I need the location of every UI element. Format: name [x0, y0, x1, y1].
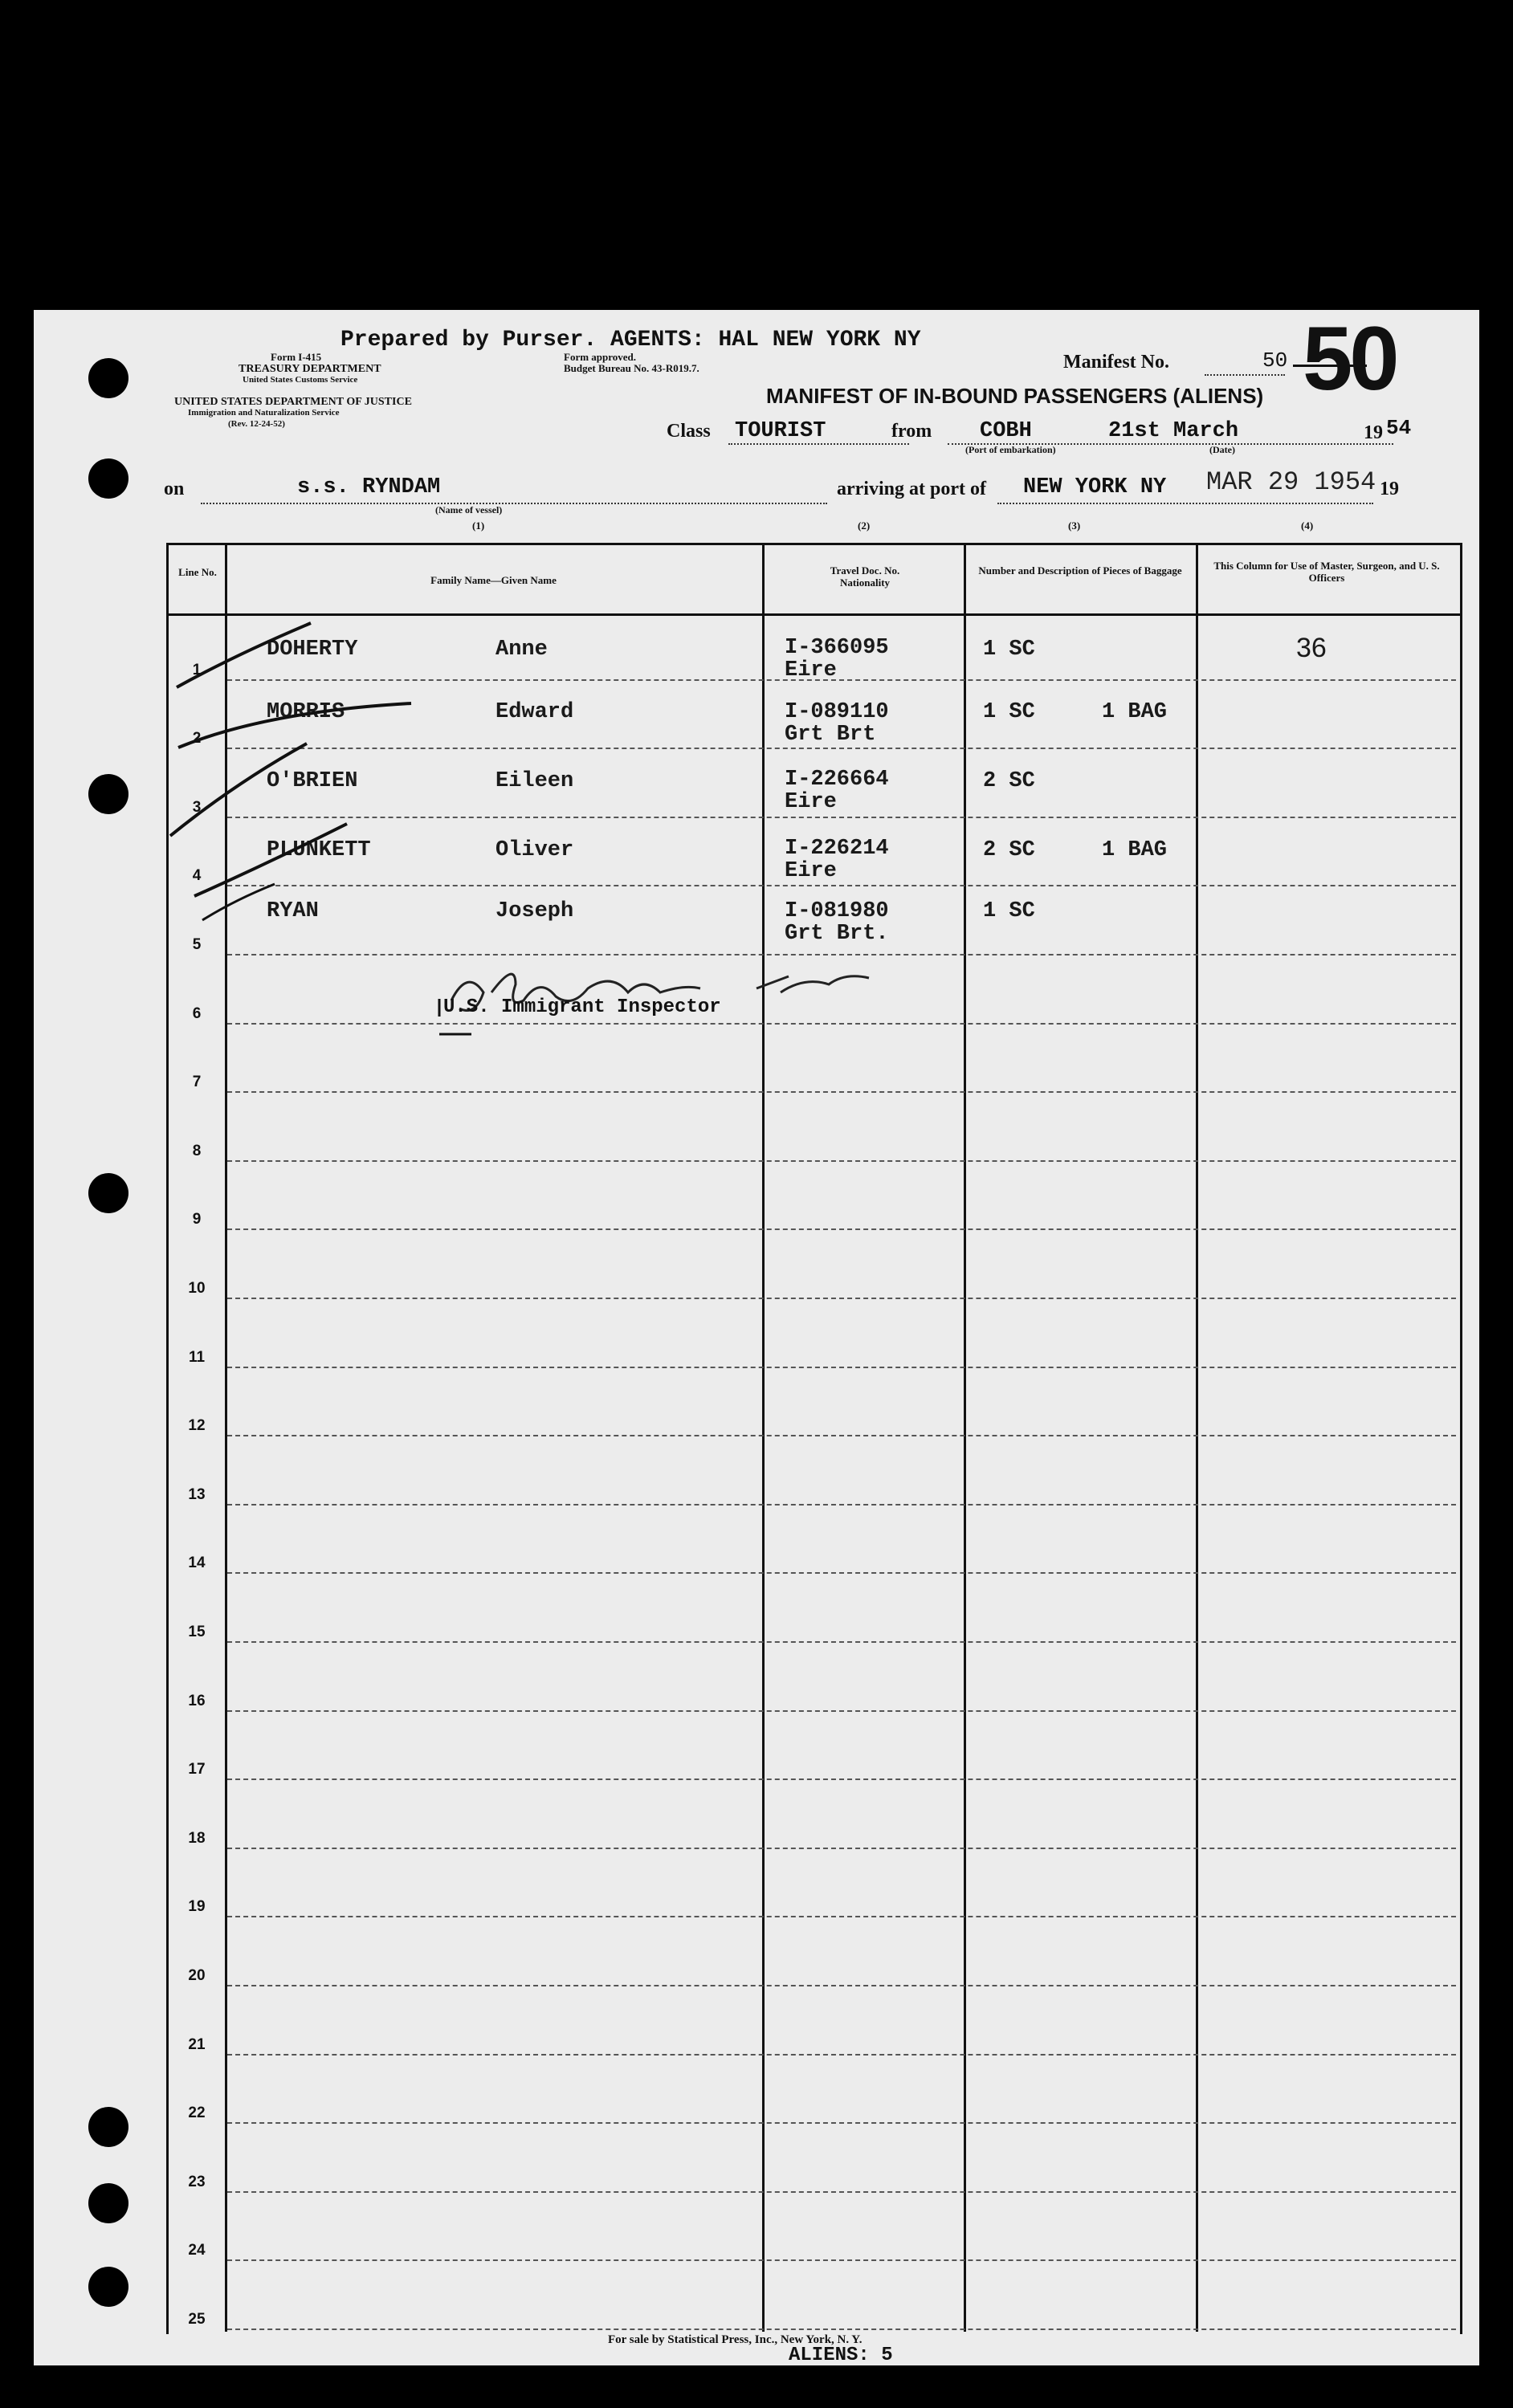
row-line	[227, 1916, 1456, 1917]
travel-doc-no: I-226664	[785, 768, 889, 792]
nationality: Eire	[785, 859, 837, 883]
officer-note: 36	[1296, 633, 1327, 663]
line-number: 11	[188, 1348, 206, 1366]
row-line	[227, 885, 1456, 886]
header-officers: This Column for Use of Master, Surgeon, and U. S. Officers	[1213, 560, 1440, 584]
travel-doc-no: I-081980	[785, 899, 889, 923]
family-name: O'BRIEN	[267, 769, 358, 793]
row-line	[227, 2329, 1456, 2330]
row-line	[227, 1985, 1456, 1986]
punch-hole	[88, 1173, 128, 1213]
line-number: 22	[188, 2104, 206, 2122]
punch-hole	[88, 2267, 128, 2307]
vessel-name: s.s. RYNDAM	[297, 475, 441, 499]
baggage-pieces: 1 SC	[983, 899, 1035, 923]
form-number: Form I-415	[271, 351, 322, 363]
punch-hole	[88, 774, 128, 814]
row-line	[227, 1023, 1456, 1025]
row-line	[227, 1298, 1456, 1299]
line-number: 23	[188, 2173, 206, 2190]
punch-hole	[88, 458, 128, 499]
row-line	[227, 1367, 1456, 1368]
line-number: 5	[192, 936, 202, 953]
line-number: 13	[188, 1485, 206, 1503]
family-name: DOHERTY	[267, 638, 358, 662]
nationality: Grt Brt	[785, 723, 876, 747]
year-suffix: 54	[1386, 416, 1412, 440]
from-caption: (Port of embarkation)	[965, 444, 1056, 455]
class-underline	[728, 443, 909, 445]
footer-aliens-count: ALIENS: 5	[789, 2345, 893, 2366]
arrival-stamp-date: MAR 29 1954	[1206, 467, 1376, 497]
line-number: 25	[188, 2311, 206, 2328]
vessel-caption: (Name of vessel)	[435, 504, 503, 515]
row-line	[227, 748, 1456, 749]
given-name: Joseph	[495, 899, 574, 923]
row-line	[227, 954, 1456, 955]
line-number: 9	[192, 1211, 202, 1228]
manifest-label: Manifest No.	[1063, 352, 1169, 373]
nationality: Grt Brt.	[785, 922, 889, 946]
manifest-underline	[1205, 374, 1285, 376]
row-line	[227, 2259, 1456, 2261]
treasury-dept: TREASURY DEPARTMENT	[239, 363, 381, 375]
line-number: 4	[192, 867, 202, 885]
manifest-number-small: 50	[1262, 348, 1288, 373]
line-number: 7	[192, 1074, 202, 1091]
line-number: 1	[192, 661, 202, 678]
col-divider-doc	[964, 543, 966, 2332]
punch-hole	[88, 2107, 128, 2147]
row-line	[227, 2122, 1456, 2124]
nationality: Eire	[785, 790, 837, 814]
baggage-pieces: 1 SC	[983, 700, 1035, 724]
header-name: Family Name—Given Name	[430, 574, 557, 586]
family-name: MORRIS	[267, 700, 345, 724]
manifest-number-big: 50	[1303, 308, 1397, 409]
header-line-no: Line No.	[178, 566, 217, 578]
travel-doc-no: I-226214	[785, 837, 889, 861]
baggage-description: 1 BAG	[1102, 700, 1168, 724]
given-name: Edward	[495, 700, 574, 724]
given-name: Oliver	[495, 838, 574, 862]
line-number: 16	[188, 1692, 206, 1709]
budget-bureau: Budget Bureau No. 43-R019.7.	[564, 362, 699, 374]
baggage-pieces: 2 SC	[983, 838, 1035, 862]
family-name: RYAN	[267, 899, 319, 923]
date-value: 21st March	[1108, 419, 1239, 443]
given-name: Eileen	[495, 769, 574, 793]
line-number: 24	[188, 2242, 206, 2259]
year-end: 19	[1380, 479, 1399, 499]
port-underline	[997, 503, 1373, 504]
line-number: 12	[188, 1417, 206, 1435]
row-line	[227, 1572, 1456, 1574]
header-baggage: Number and Description of Pieces of Baggage	[978, 564, 1182, 577]
footer-sale-note: For sale by Statistical Press, Inc., New York, N. Y.	[608, 2333, 863, 2346]
col-num-1: (1)	[472, 519, 485, 532]
col-divider-name	[762, 543, 765, 2332]
row-line	[227, 1710, 1456, 1712]
travel-doc-no: I-366095	[785, 636, 889, 660]
line-number: 8	[192, 1142, 202, 1159]
ins-service: Immigration and Naturalization Service	[188, 408, 340, 418]
given-name: Anne	[495, 638, 548, 662]
nationality: Eire	[785, 658, 837, 682]
baggage-description: 1 BAG	[1102, 838, 1168, 862]
row-line	[227, 1641, 1456, 1643]
revision: (Rev. 12-24-52)	[228, 419, 285, 429]
class-label: Class	[667, 421, 711, 442]
row-line	[227, 1778, 1456, 1780]
col-num-3: (3)	[1068, 519, 1081, 532]
row-line	[227, 1228, 1456, 1230]
line-number: 21	[188, 2035, 206, 2053]
line-number: 2	[192, 730, 202, 748]
line-number: 10	[188, 1280, 206, 1297]
travel-doc-no: I-089110	[785, 700, 889, 724]
row-line	[227, 1435, 1456, 1436]
row-line	[227, 1091, 1456, 1093]
manifest-strike	[1293, 365, 1367, 367]
row-line	[227, 679, 1456, 681]
col-divider-line-no	[225, 543, 227, 2332]
form-approved: Form approved.	[564, 351, 637, 363]
date-caption: (Date)	[1209, 444, 1235, 455]
on-label: on	[164, 479, 185, 499]
customs-service: United States Customs Service	[243, 375, 358, 385]
manifest-sheet	[34, 310, 1479, 2365]
inspector-stamp: U.S. Immigrant Inspector	[443, 996, 721, 1018]
line-number: 14	[188, 1554, 206, 1572]
vessel-underline	[201, 503, 827, 504]
line-number: 20	[188, 1967, 206, 1984]
baggage-pieces: 1 SC	[983, 638, 1035, 662]
line-number: 17	[188, 1761, 206, 1778]
family-name: PLUNKETT	[267, 838, 371, 862]
line-number: 18	[188, 1829, 206, 1847]
prepared-by-line: Prepared by Purser. AGENTS: HAL NEW YORK NY	[341, 328, 921, 352]
line-number: 19	[188, 1898, 206, 1916]
col-num-2: (2)	[858, 519, 871, 532]
year-prefix: 19	[1364, 422, 1383, 443]
arriving-label: arriving at port of	[837, 479, 986, 499]
line-number: 3	[192, 798, 202, 816]
from-value: COBH	[980, 419, 1032, 443]
from-label: from	[891, 421, 932, 442]
baggage-pieces: 2 SC	[983, 769, 1035, 793]
justice-dept: UNITED STATES DEPARTMENT OF JUSTICE	[174, 396, 412, 408]
row-line	[227, 817, 1456, 818]
row-line	[227, 2191, 1456, 2193]
col-divider-baggage	[1196, 543, 1198, 2332]
manifest-title: MANIFEST OF IN-BOUND PASSENGERS (ALIENS)	[766, 384, 1264, 408]
row-line	[227, 1848, 1456, 1849]
class-value: TOURIST	[735, 419, 826, 443]
row-line	[227, 1160, 1456, 1162]
punch-hole	[88, 358, 128, 398]
col-num-4: (4)	[1301, 519, 1314, 532]
port-value: NEW YORK NY	[1023, 475, 1167, 499]
line-number: 15	[188, 1624, 206, 1640]
table-header-rule	[166, 613, 1460, 616]
row-line	[227, 2054, 1456, 2056]
punch-hole	[88, 2183, 128, 2223]
header-travel-doc: Travel Doc. No. Nationality	[830, 564, 900, 589]
line-number: 6	[192, 1004, 202, 1022]
row-line	[227, 1504, 1456, 1506]
